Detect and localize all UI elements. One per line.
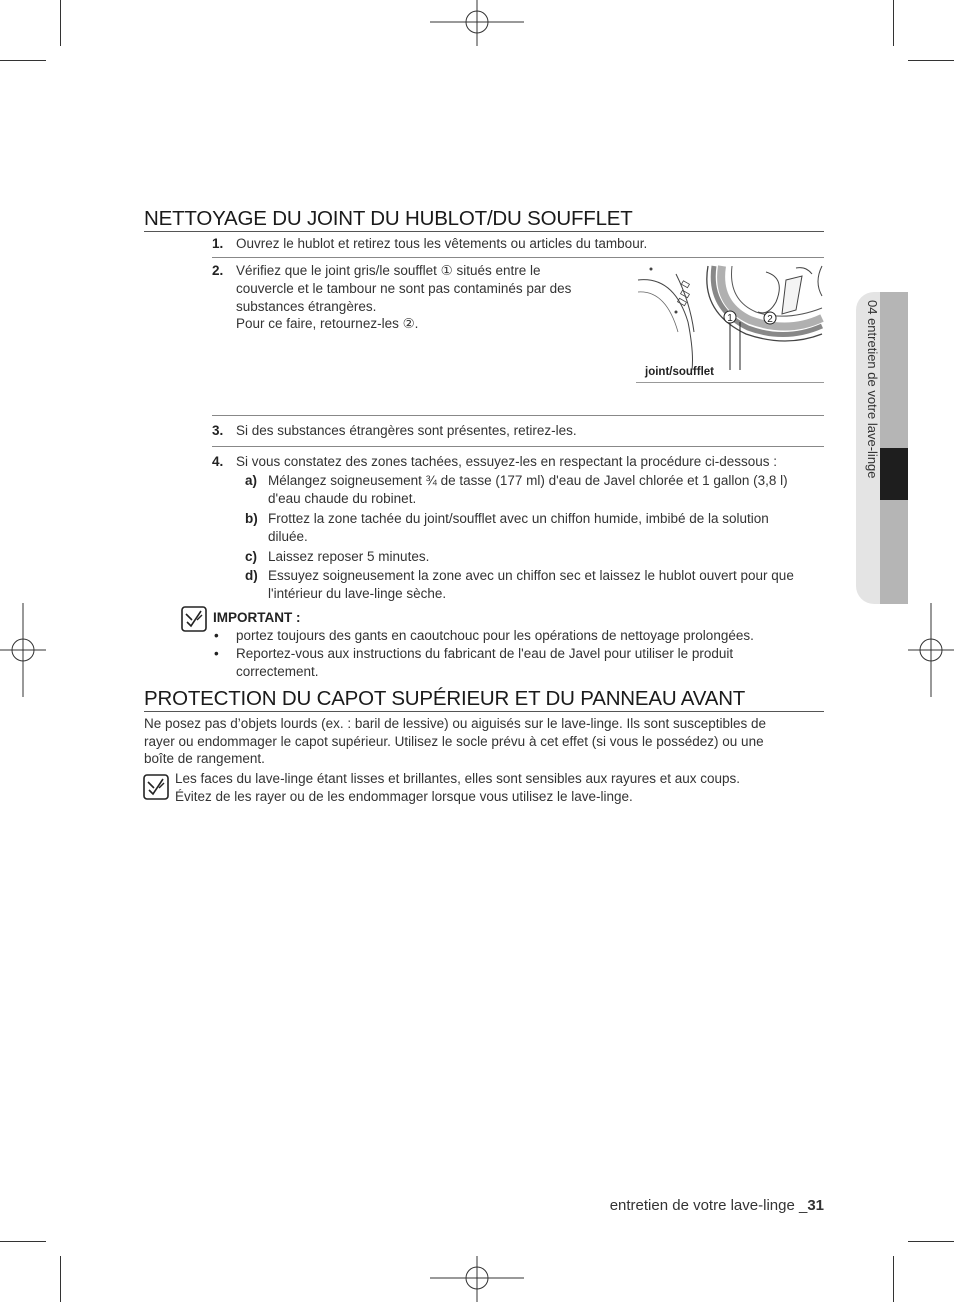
section-title-door-seal: NETTOYAGE DU JOINT DU HUBLOT/DU SOUFFLET <box>144 208 824 232</box>
paragraph-line: boîte de rangement. <box>144 751 265 766</box>
step-number: 2. <box>212 263 224 278</box>
registration-mark-right <box>908 603 954 697</box>
substep-text: diluée. <box>268 529 308 544</box>
figure-label-underline <box>636 382 824 383</box>
important-bullet-text: correctement. <box>236 664 319 679</box>
bullet: • <box>214 628 219 643</box>
registration-mark-left <box>0 603 46 697</box>
divider <box>212 257 824 258</box>
substep-text: l'intérieur du lave-linge sèche. <box>268 586 447 601</box>
note-text: Les faces du lave-linge étant lisses et brillantes, elles sont sensibles aux rayures et aux coups. <box>175 771 741 786</box>
page-number: 31 <box>807 1197 824 1214</box>
substep-letter: c) <box>245 549 258 564</box>
door-seal-illustration <box>636 262 826 370</box>
step-text: Ouvrez le hublot et retirez tous les vêtements ou articles du tambour. <box>236 236 648 251</box>
paragraph-line: Ne posez pas d’objets lourds (ex. : baril de lessive) ou aiguisés sur le lave-linge. Ils sont susceptibles de <box>144 716 767 731</box>
substep-text: Mélangez soigneusement ¾ de tasse (177 ml) d'eau de Javel chlorée et 1 gallon (3,8 l) <box>268 473 788 488</box>
section-title-top-cover: PROTECTION DU CAPOT SUPÉRIEUR ET DU PANNEAU AVANT <box>144 688 824 712</box>
substep-text: d'eau chaude du robinet. <box>268 491 417 506</box>
step-text: couvercle et le tambour ne sont pas contaminés par des <box>236 281 572 296</box>
step-number: 3. <box>212 423 224 438</box>
step-number: 4. <box>212 454 224 469</box>
footer-text: entretien de votre lave-linge _ <box>609 1197 808 1214</box>
important-bullet-text: Reportez-vous aux instructions du fabricant de l'eau de Javel pour utiliser le produit <box>236 646 734 661</box>
step-text: substances étrangères. <box>236 299 377 314</box>
substep-text: Laissez reposer 5 minutes. <box>268 549 430 564</box>
step-text: Si des substances étrangères sont présentes, retirez-les. <box>236 423 577 438</box>
figure-label: joint/soufflet <box>645 366 714 378</box>
step-text: Pour ce faire, retournez-les ②. <box>236 316 419 331</box>
page-footer <box>610 1197 824 1214</box>
step-text: Vérifiez que le joint gris/le soufflet ① situés entre le <box>236 263 541 278</box>
substep-text: Frottez la zone tachée du joint/soufflet avec un chiffon humide, imbibé de la solution <box>268 511 769 526</box>
substep-letter: a) <box>245 473 258 488</box>
bullet: • <box>214 646 219 661</box>
note-icon <box>143 774 169 800</box>
important-heading: IMPORTANT : <box>213 610 301 625</box>
note-text: Évitez de les rayer ou de les endommager lorsque vous utilisez le lave-linge. <box>175 789 633 804</box>
substep-letter: d) <box>245 568 258 583</box>
registration-mark-top <box>430 0 524 46</box>
note-icon <box>181 606 207 632</box>
divider <box>212 446 824 447</box>
chapter-side-tab-marker <box>880 448 908 500</box>
figure-marker-1: 1 <box>727 313 733 324</box>
important-bullet-text: portez toujours des gants en caoutchouc pour les opérations de nettoyage prolongées. <box>236 628 754 643</box>
paragraph-line: rayer ou endommager le capot supérieur. Utilisez le socle prévu à cet effet (si vous le possédez) ou une <box>144 734 764 749</box>
step-text: Si vous constatez des zones tachées, essuyez-les en respectant la procédure ci-dessous : <box>236 454 778 469</box>
registration-mark-bottom <box>430 1256 524 1302</box>
figure-marker-2: 2 <box>767 314 773 325</box>
substep-text: Essuyez soigneusement la zone avec un chiffon sec et laissez le hublot ouvert pour que <box>268 568 794 583</box>
step-number: 1. <box>212 236 224 251</box>
substep-letter: b) <box>245 511 258 526</box>
divider <box>212 415 824 416</box>
chapter-side-label: 04 entretien de votre lave-linge <box>865 300 880 479</box>
